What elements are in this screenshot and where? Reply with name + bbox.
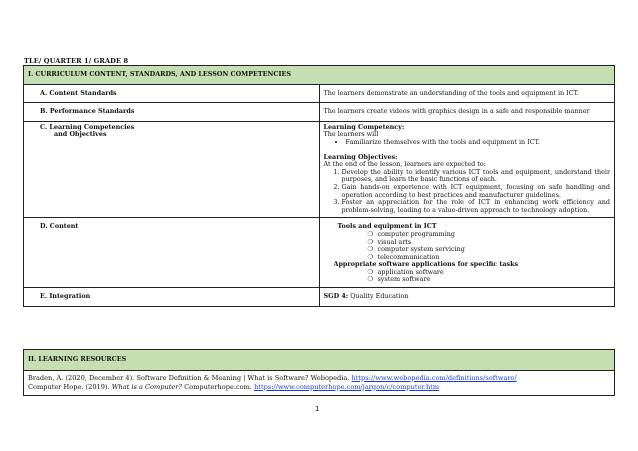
grade-line: TLE/ QUARTER 1/ GRADE 8 — [24, 57, 129, 65]
list-item: 1. Develop the ability to identify various ICT tools and equipment, understand their purposes, and learn the basic functions of each. — [342, 169, 611, 184]
objectives-intro: At the end of the lesson, learners are expected to: — [323, 160, 486, 169]
table-row — [24, 103, 615, 122]
circle-bullet-icon: ❍ — [367, 245, 374, 254]
competencies-cell — [319, 121, 615, 218]
table-row — [24, 288, 615, 307]
table-row — [24, 121, 615, 218]
list-item: 3. Foster an appreciation for the role of ICT in enhancing work efficiency and problem-solving, leading to a value-driven approach to technology adoption. — [342, 199, 611, 214]
list-item: ❍ computer programming — [367, 229, 455, 238]
content-list-2 — [324, 269, 611, 284]
section1-title: I. CURRICULUM CONTENT, STANDARDS, AND LESSON COMPETENCIES — [24, 66, 615, 85]
list-item: ❍ visual arts — [367, 237, 412, 246]
list-item: ❍ telecommunication — [367, 252, 440, 261]
circle-bullet-icon: ❍ — [367, 275, 374, 284]
reference-1-link[interactable]: https://www.webopedia.com/definitions/software/ — [351, 373, 517, 382]
competencies-label-line1: C. Learning Competencies — [40, 122, 135, 131]
reference-1: Braden, A. (2020, December 4). Software Definition & Meaning | What is Software? Webopedia. https://www.webopedia.com/definitions/software/ — [28, 373, 517, 382]
performance-standards-text: The learners create videos with graphics design in a safe and responsible manner — [319, 103, 615, 122]
content-label: D. Content — [24, 218, 320, 288]
competencies-label-line2: and Objectives — [54, 130, 107, 139]
reference-2-link[interactable]: https://www.computerhope.com/jargon/c/computer.htm — [254, 382, 440, 391]
content-standards-text: The learners demonstrate an understanding of the tools and equipment in ICT. — [319, 84, 615, 103]
section2-title: II. LEARNING RESOURCES — [24, 350, 615, 371]
competencies-label — [24, 121, 320, 218]
objectives-heading: Learning Objectives: — [323, 152, 398, 161]
competency-intro: The learners will — [323, 130, 379, 139]
integration-label: E. Integration — [24, 288, 320, 307]
competency-item: • Familiarize themselves with the tools and equipment in ICT. — [346, 139, 611, 147]
table-row — [24, 370, 615, 395]
content-heading-1: Tools and equipment in ICT — [337, 222, 437, 231]
content-list-1 — [324, 231, 611, 261]
integration-goal: SGD 4: — [323, 292, 349, 301]
competency-heading: Learning Competency: — [323, 122, 405, 131]
integration-cell — [319, 288, 615, 307]
page-number: 1 — [315, 405, 320, 413]
objectives-list — [324, 169, 611, 215]
list-item: ❍ computer system servicing — [367, 245, 465, 254]
circle-bullet-icon: ❍ — [367, 237, 374, 246]
resources-cell — [24, 370, 615, 395]
section1-header-row — [24, 66, 615, 85]
integration-text: Quality Education — [348, 292, 409, 301]
reference-2: Computer Hope. (2019). What is a Computer? Computerhope.com. https://www.computerhope.com/jargon/c/computer.htm — [28, 382, 440, 391]
circle-bullet-icon: ❍ — [367, 252, 374, 261]
content-standards-label: A. Content Standards — [24, 84, 320, 103]
list-item: ❍ application software — [367, 267, 444, 276]
content-cell — [319, 218, 615, 288]
content-heading-2: Appropriate software applications for specific tasks — [333, 260, 519, 269]
resources-table — [23, 349, 615, 396]
table-row — [24, 218, 615, 288]
performance-standards-label: B. Performance Standards — [24, 103, 320, 122]
list-item: ❍ system software — [367, 275, 431, 284]
list-item: 2. Gain hands-on experience with ICT equipment, focusing on safe handling and operation according to best practices and manufacturer guidelines. — [342, 184, 611, 199]
circle-bullet-icon: ❍ — [367, 267, 374, 276]
circle-bullet-icon: ❍ — [367, 229, 374, 238]
table-row — [24, 84, 615, 103]
curriculum-table — [23, 65, 615, 307]
section2-header-row — [24, 350, 615, 371]
